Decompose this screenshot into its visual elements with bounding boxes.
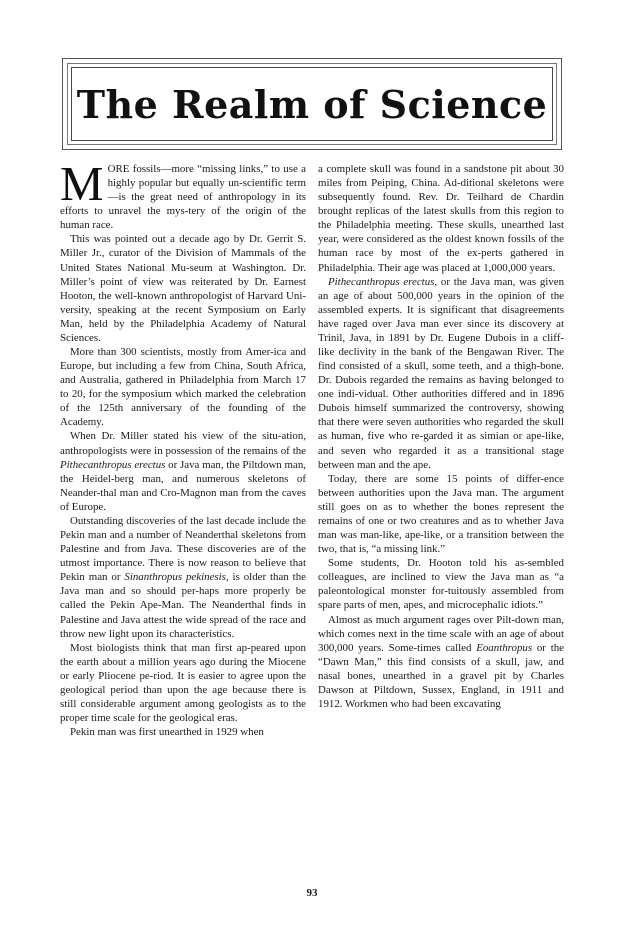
article-column-left — [60, 156, 306, 739]
italic-term: Eoanthropus — [476, 641, 533, 654]
paragraph-text: Some students, Dr. Hooton told his as-sembled colleagues, are inclined to view the Java man as “a paleontological monster for-tuitously assembled from spare parts of men, apes, and microcephalic idiots.” — [318, 557, 564, 612]
paragraph-text: or Java man, the Piltdown man, the Heidel-berg man, and numerous skeletons of Neander-thal man and Cro-Magnon man from the caves of Europe. — [60, 458, 306, 513]
italic-term: Sinanthropus pekinesis, — [124, 571, 229, 584]
article-paragraph — [60, 345, 306, 429]
header-box — [71, 67, 553, 141]
paragraph-text: Today, there are some 15 points of differ-ence between authorities upon the Java man. The argument still goes on as to whether the bones represent the remains of one or two creatures and as to whether Java man was man-like, ape-like, or a transition between the two, that is, “a missing link.” — [318, 472, 564, 556]
article-paragraph — [318, 275, 564, 472]
drop-cap: M — [60, 156, 104, 211]
article-column-right — [318, 162, 564, 711]
page-number: 93 — [306, 887, 318, 899]
paragraph-text: More than 300 scientists, mostly from Amer-ica and Europe, but including a few from China, South Africa, and Australia, gathered in Philadelphia from March 17 to 20, for the symposium which marked the celebration of the 125th anniversary of the founding of the Academy. — [60, 346, 306, 429]
paragraph-text: When Dr. Miller stated his view of the situ-ation, anthropologists were in possession of the remains of the — [60, 430, 306, 457]
article-paragraph — [318, 162, 564, 275]
left-column-body — [60, 156, 306, 739]
article-paragraph — [318, 556, 564, 612]
article-paragraph — [60, 429, 306, 513]
article-paragraph — [60, 514, 306, 641]
paragraph-text: Pekin man was first unearthed in 1929 when — [70, 726, 264, 739]
paragraph-text: ORE fossils—more “missing links,” to use a highly popular but equally un-scientific term—is the great need of anthropology in its efforts to unravel the mys-tery of the origin of the human race. — [60, 163, 306, 232]
paragraph-text: a complete skull was found in a sandstone pit about 30 miles from Peiping, China. Ad-ditional skeletons were subsequently found. Rev. Dr. Teilhard de Chardin brought replicas of the latest skulls from this region to the Philadelphia meeting. These skulls, unearthed last year, were considered as the oldest known fossils of the human race by most of the ex-perts gathered in Philadelphia. Their age was placed at 1,000,000 years. — [318, 163, 564, 274]
article-paragraph — [60, 641, 306, 725]
italic-term: Pithecanthropus erectus, — [328, 275, 438, 288]
italic-term: Pithecanthropus erectus — [60, 458, 166, 471]
header-frame — [62, 58, 562, 150]
article-paragraph — [318, 613, 564, 712]
paragraph-text: Outstanding discoveries of the last decade include the Pekin man and a number of Neanderthal skeletons from Palestine and from Java. These discoveries are of the utmost importance. There is now reason to believe that Pekin man or — [60, 514, 306, 584]
paragraph-text: or the Java man, was given an age of about 500,000 years in the opinion of the assembled experts. It is significant that disagreements have raged over Java man ever since its discovery at Trinil, Java, in 1891 by Dr. Eugene Dubois in a cliff-like declivity in the bank of the Bengawan River. The find consisted of a skull, some teeth, and a thigh-bone. Dr. Dubois regarded the remains as having belonged to one indi-vidual. Other authorities differed and in 1896 Dubois himself summarized the controversy, showing that there were seven authorities who regarded the skull as human, five who re-garded it as simian or ape-like, and seven who regarded it as a transitional stage between man and the ape. — [318, 275, 565, 471]
paragraph-text: or the “Dawn Man,” this find consists of a skull, jaw, and nasal bones, unearthed in a gravel pit by Charles Dawson at Piltdown, Sussex, England, in 1911 and 1912. Workmen who had been excavating — [318, 641, 564, 710]
section-title: The Realm of Science — [76, 81, 548, 127]
paragraph-text: Most biologists think that man first ap-peared upon the earth about a million years ago during the Miocene or early Pliocene pe-riod. It is easier to agree upon the geological period than upon the age because there is still considerable argument among geologists as to the proper time scale for the geological eras. — [60, 641, 306, 725]
article-paragraph — [60, 725, 306, 739]
article-paragraph — [318, 472, 564, 556]
paragraph-text: Almost as much argument rages over Pilt-down man, which comes next in the time scale with an age of about 300,000 years. Some-times called — [318, 613, 564, 654]
paragraph-text: is older than the Java man and so should per-haps more properly be called the Pekin Ape-Man. The Neanderthal finds in Palestine and Java attest the wide spread of the race and throw new light upon its characteristics. — [60, 571, 306, 640]
article-paragraph — [60, 232, 306, 345]
paragraph-text: This was pointed out a decade ago by Dr. Gerrit S. Miller Jr., curator of the Division of Mammals of the United States National Mu-seum at Washington. Dr. Miller’s point of view was reiterated by Dr. Earnest Hooton, the well-known anthropologist of Harvard Uni-versity, speaking at the recent Symposium on Early Man, held by the Philadelphia Academy of Natural Sciences. — [60, 233, 306, 344]
right-column-body — [318, 162, 564, 711]
